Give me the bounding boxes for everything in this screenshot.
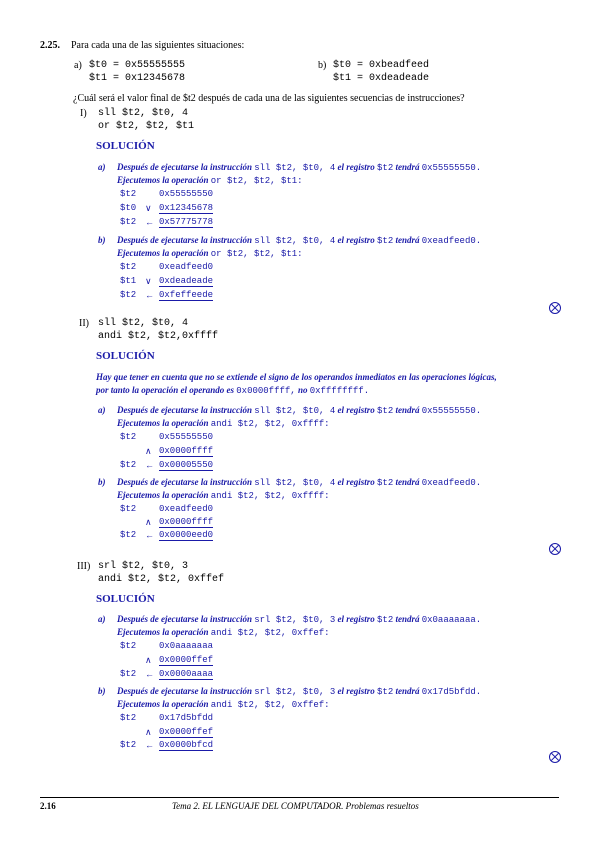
part3-a-row3-op: ← <box>145 669 154 679</box>
part3-b-row2-op: ∧ <box>145 727 152 737</box>
part1-a-label: a) <box>98 162 106 172</box>
part1-code-line1: sll $t2, $t0, 4 <box>98 108 189 119</box>
part2-b-row2-val: 0x0000ffff <box>159 517 214 527</box>
part3-b-row1-val: 0x17d5bfdd <box>159 713 214 723</box>
footer-title: Tema 2. EL LENGUAJE DEL COMPUTADOR. Problemas resueltos <box>172 801 419 811</box>
part2-a-operation: Ejecutemos la operación andi $t2, $t2, 0xffff: <box>117 418 330 429</box>
part3-a-label: a) <box>98 614 106 624</box>
part3-a-row2-val: 0x0000ffef <box>159 655 214 665</box>
part3-b-sentence: Después de ejecutarse la instrucción srl $t2, $t0, 3 el registro $t2 tendrá 0x17d5bfdd. <box>117 686 482 697</box>
part2-a-row3-reg: $t2 <box>120 460 137 470</box>
part2-a-row2-op: ∧ <box>145 446 152 456</box>
part2-a-row3-val: 0x00005550 <box>159 460 214 470</box>
part1-a-row2-val: 0x12345678 <box>159 203 214 213</box>
footer-rule <box>40 797 559 798</box>
end-of-proof-icon <box>549 751 561 763</box>
part2-b-row1-reg: $t2 <box>120 504 137 514</box>
part1-b-operation: Ejecutemos la operación or $t2, $t2, $t1: <box>117 248 303 259</box>
part1-b-row2-op: ∨ <box>145 276 152 286</box>
part1-b-label: b) <box>98 235 106 245</box>
part3-b-row2-val: 0x0000ffef <box>159 727 214 737</box>
end-of-proof-icon <box>549 543 561 555</box>
part2-b-row2-op: ∧ <box>145 517 152 527</box>
part1-b-row1-reg: $t2 <box>120 262 137 272</box>
part3-a-row1-reg: $t2 <box>120 641 137 651</box>
part3-b-row3-val: 0x0000bfcd <box>159 740 214 750</box>
part2-b-row3-op: ← <box>145 530 154 540</box>
case-a-t1: $t1 = 0x12345678 <box>89 73 186 84</box>
part2-a-row1-val: 0x55555550 <box>159 432 214 442</box>
part2-b-row3-val: 0x0000eed0 <box>159 530 214 540</box>
end-of-proof-icon <box>549 302 561 314</box>
part1-a-row3-val: 0x57775778 <box>159 217 214 227</box>
part3-label: III) <box>77 561 91 572</box>
part3-b-operation: Ejecutemos la operación andi $t2, $t2, 0xffef: <box>117 699 330 710</box>
part1-b-row3-val: 0xfeffeede <box>159 290 214 300</box>
part1-a-operation: Ejecutemos la operación or $t2, $t2, $t1: <box>117 175 303 186</box>
part1-label: I) <box>80 108 87 119</box>
part1-a-row1-val: 0x55555550 <box>159 189 214 199</box>
part1-b-row3-op: ← <box>145 290 154 300</box>
part2-note-line1: Hay que tener en cuenta que no se extiende el signo de los operandos inmediatos en las operaciones lógicas, <box>96 372 497 382</box>
part1-a-row3-op: ← <box>145 217 154 227</box>
part2-label: II) <box>79 318 89 329</box>
part2-a-sentence: Después de ejecutarse la instrucción sll $t2, $t0, 4 el registro $t2 tendrá 0x55555550. <box>117 405 482 416</box>
part3-b-row3-op: ← <box>145 740 154 750</box>
part1-b-row3-reg: $t2 <box>120 290 137 300</box>
part3-a-row3-val: 0x0000aaaa <box>159 669 214 679</box>
part3-b-label: b) <box>98 686 106 696</box>
part1-b-sentence: Después de ejecutarse la instrucción sll $t2, $t0, 4 el registro $t2 tendrá 0xeadfeed0. <box>117 235 482 246</box>
part2-solution-title: SOLUCIÓN <box>96 350 155 362</box>
part1-a-row2-reg: $t0 <box>120 203 137 213</box>
case-b-t0: $t0 = 0xbeadfeed <box>333 60 430 71</box>
part3-b-row3-reg: $t2 <box>120 740 137 750</box>
part1-code-line2: or $t2, $t2, $t1 <box>98 121 195 132</box>
part2-a-label: a) <box>98 405 106 415</box>
part3-code-line2: andi $t2, $t2, 0xffef <box>98 574 225 585</box>
part1-solution-title: SOLUCIÓN <box>96 140 155 152</box>
part1-a-row3-reg: $t2 <box>120 217 137 227</box>
part3-a-sentence: Después de ejecutarse la instrucción srl $t2, $t0, 3 el registro $t2 tendrá 0x0aaaaaaa. <box>117 614 482 625</box>
part2-code-line2: andi $t2, $t2,0xffff <box>98 331 219 342</box>
case-b-t1: $t1 = 0xdeadeade <box>333 73 430 84</box>
part2-b-row3-reg: $t2 <box>120 530 137 540</box>
case-b-label: b) <box>318 60 327 71</box>
problem-question: ¿Cuál será el valor final de $t2 después de cada una de las siguientes secuencias de instrucciones? <box>73 93 465 104</box>
part2-a-row1-reg: $t2 <box>120 432 137 442</box>
part3-b-row1-reg: $t2 <box>120 713 137 723</box>
footer-page-number: 2.16 <box>40 801 56 811</box>
part2-b-row1-val: 0xeadfeed0 <box>159 504 214 514</box>
part2-b-sentence: Después de ejecutarse la instrucción sll $t2, $t0, 4 el registro $t2 tendrá 0xeadfeed0. <box>117 477 482 488</box>
part3-a-row2-op: ∧ <box>145 655 152 665</box>
part1-b-row2-val: 0xdeadeade <box>159 276 214 286</box>
part1-a-sentence: Después de ejecutarse la instrucción sll $t2, $t0, 4 el registro $t2 tendrá 0x55555550. <box>117 162 482 173</box>
part2-a-row3-op: ← <box>145 460 154 470</box>
part1-b-row1-val: 0xeadfeed0 <box>159 262 214 272</box>
part2-code-line1: sll $t2, $t0, 4 <box>98 318 189 329</box>
part2-a-row2-val: 0x0000ffff <box>159 446 214 456</box>
part3-a-operation: Ejecutemos la operación andi $t2, $t2, 0xffef: <box>117 627 330 638</box>
part1-a-row1-reg: $t2 <box>120 189 137 199</box>
part1-b-row2-reg: $t1 <box>120 276 137 286</box>
part2-b-label: b) <box>98 477 106 487</box>
case-a-label: a) <box>74 60 82 71</box>
part3-code-line1: srl $t2, $t0, 3 <box>98 561 189 572</box>
case-a-t0: $t0 = 0x55555555 <box>89 60 186 71</box>
part3-a-row3-reg: $t2 <box>120 669 137 679</box>
part3-solution-title: SOLUCIÓN <box>96 593 155 605</box>
part2-note-line2: por tanto la operación el operando es 0x0000ffff, no 0xffffffff. <box>96 385 370 396</box>
part1-a-row2-op: ∨ <box>145 203 152 213</box>
problem-number: 2.25. <box>40 40 60 51</box>
problem-intro: Para cada una de las siguientes situaciones: <box>71 40 245 51</box>
part3-a-row1-val: 0x0aaaaaaa <box>159 641 214 651</box>
part2-b-operation: Ejecutemos la operación andi $t2, $t2, 0xffff: <box>117 490 330 501</box>
